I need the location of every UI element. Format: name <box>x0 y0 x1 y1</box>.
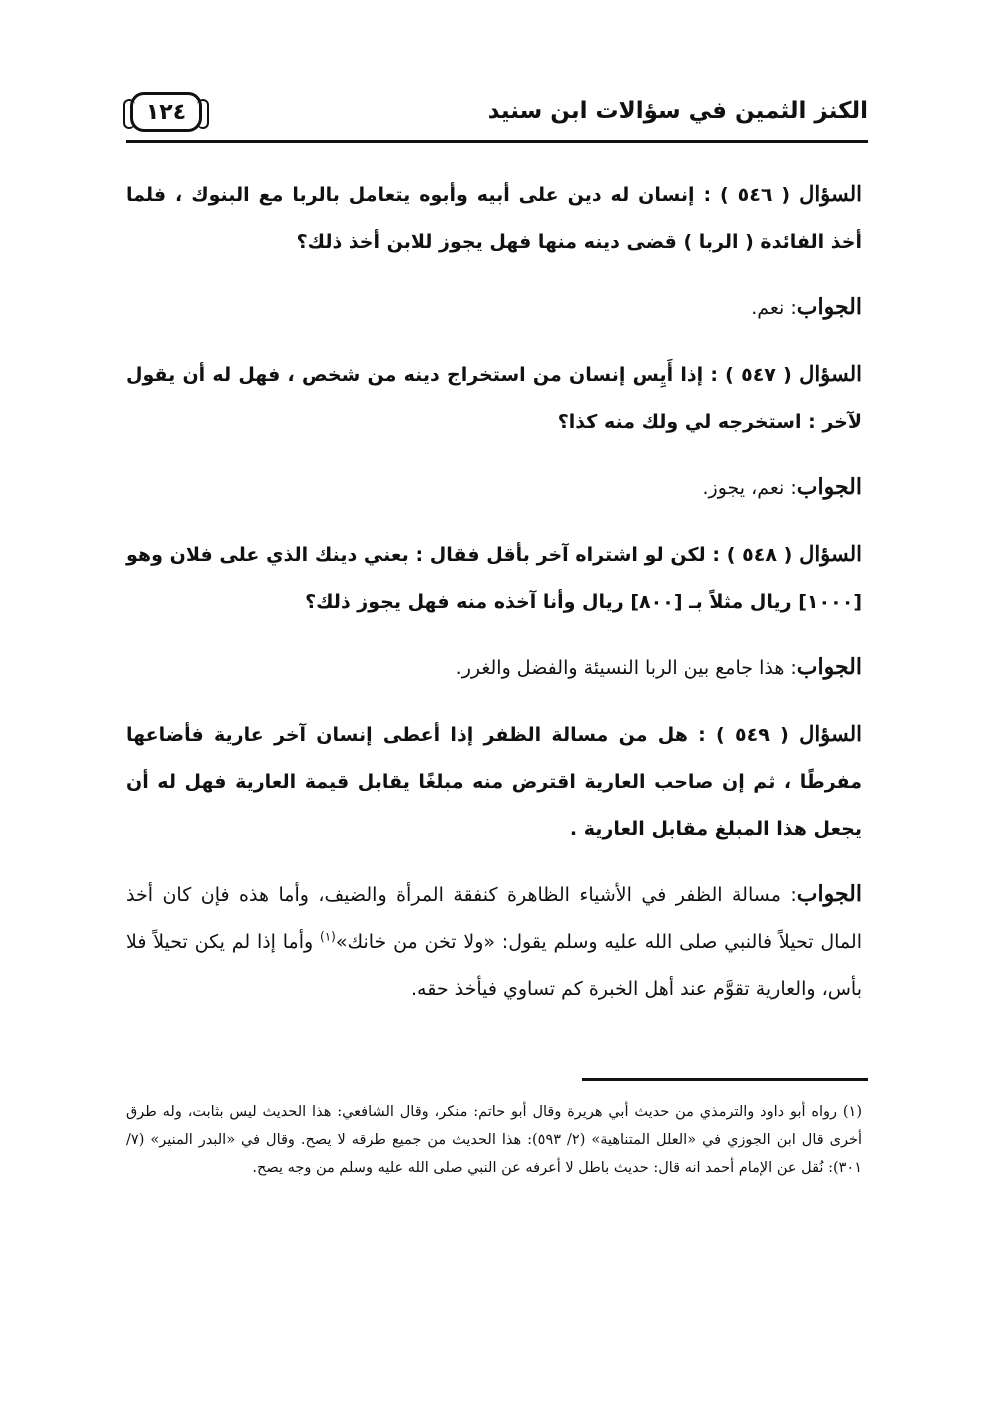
question-lead: السؤال <box>799 541 862 566</box>
answer-lead: الجواب <box>796 881 862 907</box>
answer-546 <box>126 284 862 332</box>
main-content <box>126 170 862 1031</box>
question-546 <box>126 170 862 266</box>
question-lead: السؤال <box>799 361 862 386</box>
question-text: ( ٥٤٨ ) : لكن لو اشتراه آخر بأقل فقال : بعني دينك الذي على فلان وهو [١٠٠٠] ريال مثلاً بـ [٨٠٠] ريال وأنا آخذه منه فهل يجوز ذلك؟ <box>126 544 862 613</box>
question-text: ( ٥٤٩ ) : هل من مسالة الظفر إذا أعطى إنسان آخر عارية فأضاعها مفرطًا ، ثم إن صاحب العارية اقترض منه مبلغًا يقابل قيمة العارية فهل له أن يجعل هذا المبلغ مقابل العارية . <box>126 724 862 840</box>
question-lead: السؤال <box>799 181 862 206</box>
answer-text-before: : مسالة الظفر في الأشياء الظاهرة كنفقة المرأة والضيف، وأما هذه فإن كان أخذ المال تحيلاً فالنبي صلى الله عليه وسلم يقول: «ولا تخن من خانك» <box>126 884 862 953</box>
question-text: ( ٥٤٧ ) : إذا أَيِس إنسان من استخراج دينه من شخص ، فهل له أن يقول لآخر : استخرجه لي ولك منه كذا؟ <box>126 364 862 433</box>
answer-lead: الجواب <box>796 654 862 680</box>
question-548 <box>126 530 862 626</box>
page-header <box>126 92 868 142</box>
question-547 <box>126 350 862 446</box>
answer-548 <box>126 644 862 692</box>
footnote: (١) رواه أبو داود والترمذي من حديث أبي هريرة وقال أبو حاتم: منكر، وقال الشافعي: هذا الحديث ليس بثابت، وله طرق أخرى قال ابن الجوزي في «العلل المتناهية» (٢/ ٥٩٣): هذا الحديث من جميع طرقه لا يصح. وقال في «البدر المنير» (٧/ ٣٠١): نُقل عن الإمام أحمد انه قال: حديث باطل لا أعرفه عن النبي صلى الله عليه وسلم من وجه يصح. <box>126 1104 862 1176</box>
answer-549 <box>126 871 862 1013</box>
answer-lead: الجواب <box>796 474 862 500</box>
book-title: الكنز الثمين في سؤالات ابن سنيد <box>487 98 868 124</box>
page-number: ١٢٤ <box>145 99 187 125</box>
footnote-reference[interactable]: (١) <box>320 929 336 944</box>
header-divider <box>126 140 868 143</box>
answer-lead: الجواب <box>796 294 862 320</box>
answer-text-after: وأما إذا لم يكن تحيلاً فلا بأس، والعارية تقوَّم عند أهل الخبرة كم تساوي فيأخذ حقه. <box>126 931 862 1000</box>
question-549 <box>126 710 862 853</box>
question-text: ( ٥٤٦ ) : إنسان له دين على أبيه وأبوه يتعامل بالربا مع البنوك ، فلما أخذ الفائدة ( الربا ) قضى دينه منها فهل يجوز للابن أخذ ذلك؟ <box>126 184 862 253</box>
answer-547 <box>126 464 862 512</box>
answer-text: : نعم. <box>751 297 797 319</box>
footnote-divider <box>582 1078 868 1081</box>
answer-text: : نعم، يجوز. <box>702 477 797 499</box>
page-number-badge <box>130 92 202 132</box>
question-lead: السؤال <box>799 721 863 746</box>
answer-text: : هذا جامع بين الربا النسيئة والفضل والغرر. <box>455 657 797 679</box>
